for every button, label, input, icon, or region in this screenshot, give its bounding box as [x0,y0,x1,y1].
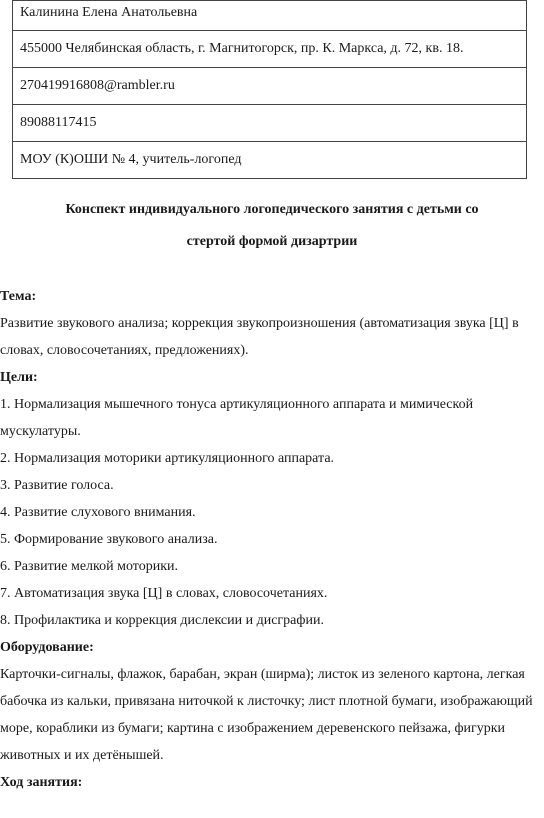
table-row [13,31,527,68]
topic-heading: Тема: [0,289,37,304]
contact-workplace: МОУ (К)ОШИ № 4, учитель-логопед [13,142,527,179]
goal-item: 1. Нормализация мышечного тонуса артикуляционного аппарата и мимической мускулатуры. [0,397,474,439]
goal-item: 5. Формирование звукового анализа. [0,532,218,547]
topic-text: Развитие звукового анализа; коррекция звукопроизношения (автоматизация звука [Ц] в словах, словосочетаниях, предложениях). [0,316,519,358]
equipment-text: Карточки-сигналы, флажок, барабан, экран (ширма); листок из зеленого картона, легкая бабочка из кальки, привязана ниточкой к листочку; лист плотной бумаги, изображающий море, кораблики из бумаги; картина с изображением деревенского пейзажа, фигурки животных и их детёнышей. [0,667,533,763]
table-row [13,105,527,142]
equipment-heading: Оборудование: [0,640,94,655]
goal-item: 6. Развитие мелкой моторики. [0,559,178,574]
table-row [13,142,527,179]
goal-item: 3. Развитие голоса. [0,478,114,493]
title-line-1: Конспект индивидуального логопедического занятия с детьми со [65,202,479,217]
goals-heading: Цели: [0,370,38,385]
title-line-2: стертой формой дизартрии [186,234,358,249]
progress-heading: Ход занятия: [0,775,83,790]
document-body [0,283,540,796]
table-row [13,68,527,105]
goal-item: 8. Профилактика и коррекция дислексии и дисграфии. [0,613,324,628]
contact-name: Калинина Елена Анатольевна [13,1,527,31]
contact-phone: 89088117415 [13,105,527,142]
goal-item: 2. Нормализация моторики артикуляционного аппарата. [0,451,335,466]
goal-item: 7. Автоматизация звука [Ц] в словах, словосочетаниях. [0,586,328,601]
document-title [0,194,544,258]
contact-address: 455000 Челябинская область, г. Магнитогорск, пр. К. Маркса, д. 72, кв. 18. [13,31,527,68]
contact-email: 270419916808@rambler.ru [13,68,527,105]
goal-item: 4. Развитие слухового внимания. [0,505,196,520]
table-row [13,1,527,31]
contact-info-table [12,0,527,179]
